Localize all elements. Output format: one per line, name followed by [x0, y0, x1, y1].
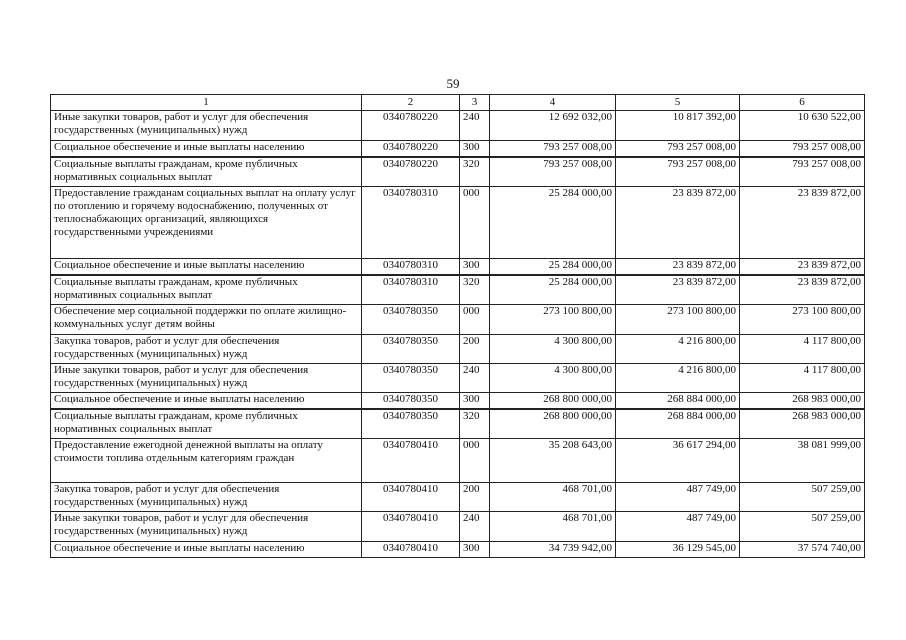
table-row — [51, 542, 865, 558]
row-name: Предоставление гражданам социальных выплат на оплату услуг по отоплению и горячему водоснабжению, полученных от теплоснабжающих организаций, являющихся государственными учреждениями — [51, 187, 362, 259]
row-name: Закупка товаров, работ и услуг для обеспечения государственных (муниципальных) нужд — [51, 483, 362, 512]
column-header: 1 — [51, 95, 362, 111]
amount-year-3: 268 983 000,00 — [740, 409, 865, 439]
amount-year-2: 4 216 800,00 — [616, 364, 740, 393]
target-article-code: 0340780350 — [362, 335, 460, 364]
column-header: 2 — [362, 95, 460, 111]
amount-year-3: 37 574 740,00 — [740, 542, 865, 558]
amount-year-2: 23 839 872,00 — [616, 259, 740, 275]
amount-year-1: 4 300 800,00 — [490, 364, 616, 393]
amount-year-3: 23 839 872,00 — [740, 275, 865, 305]
expense-type-code: 200 — [460, 335, 490, 364]
amount-year-1: 34 739 942,00 — [490, 542, 616, 558]
amount-year-1: 4 300 800,00 — [490, 335, 616, 364]
amount-year-2: 23 839 872,00 — [616, 275, 740, 305]
table-row — [51, 157, 865, 187]
amount-year-3: 268 983 000,00 — [740, 393, 865, 409]
table-row — [51, 187, 865, 259]
table-row — [51, 305, 865, 335]
expense-type-code: 240 — [460, 512, 490, 542]
amount-year-2: 23 839 872,00 — [616, 187, 740, 259]
amount-year-2: 273 100 800,00 — [616, 305, 740, 335]
amount-year-2: 36 129 545,00 — [616, 542, 740, 558]
row-name: Иные закупки товаров, работ и услуг для обеспечения государственных (муниципальных) нужд — [51, 364, 362, 393]
target-article-code: 0340780410 — [362, 483, 460, 512]
table-row — [51, 111, 865, 141]
expense-type-code: 000 — [460, 439, 490, 483]
column-header: 4 — [490, 95, 616, 111]
table-row — [51, 275, 865, 305]
table-row — [51, 141, 865, 157]
amount-year-1: 793 257 008,00 — [490, 157, 616, 187]
target-article-code: 0340780310 — [362, 187, 460, 259]
target-article-code: 0340780350 — [362, 305, 460, 335]
table-row — [51, 409, 865, 439]
target-article-code: 0340780220 — [362, 111, 460, 141]
amount-year-1: 268 800 000,00 — [490, 409, 616, 439]
table-row — [51, 512, 865, 542]
amount-year-1: 468 701,00 — [490, 512, 616, 542]
row-name: Социальное обеспечение и иные выплаты населению — [51, 542, 362, 558]
amount-year-3: 273 100 800,00 — [740, 305, 865, 335]
budget-table — [50, 94, 865, 558]
expense-type-code: 320 — [460, 157, 490, 187]
amount-year-2: 268 884 000,00 — [616, 393, 740, 409]
table-row — [51, 439, 865, 483]
amount-year-2: 36 617 294,00 — [616, 439, 740, 483]
row-name: Закупка товаров, работ и услуг для обеспечения государственных (муниципальных) нужд — [51, 335, 362, 364]
target-article-code: 0340780350 — [362, 364, 460, 393]
amount-year-1: 12 692 032,00 — [490, 111, 616, 141]
row-name: Социальные выплаты гражданам, кроме публичных нормативных социальных выплат — [51, 275, 362, 305]
table-header-row — [51, 95, 865, 111]
target-article-code: 0340780220 — [362, 141, 460, 157]
amount-year-2: 10 817 392,00 — [616, 111, 740, 141]
amount-year-3: 10 630 522,00 — [740, 111, 865, 141]
row-name: Иные закупки товаров, работ и услуг для обеспечения государственных (муниципальных) нужд — [51, 512, 362, 542]
target-article-code: 0340780350 — [362, 409, 460, 439]
target-article-code: 0340780310 — [362, 275, 460, 305]
amount-year-2: 268 884 000,00 — [616, 409, 740, 439]
expense-type-code: 240 — [460, 364, 490, 393]
table-row — [51, 335, 865, 364]
table-row — [51, 483, 865, 512]
amount-year-1: 25 284 000,00 — [490, 259, 616, 275]
amount-year-3: 23 839 872,00 — [740, 187, 865, 259]
expense-type-code: 300 — [460, 393, 490, 409]
row-name: Социальные выплаты гражданам, кроме публичных нормативных социальных выплат — [51, 157, 362, 187]
amount-year-2: 4 216 800,00 — [616, 335, 740, 364]
amount-year-3: 4 117 800,00 — [740, 364, 865, 393]
column-header: 3 — [460, 95, 490, 111]
row-name: Обеспечение мер социальной поддержки по оплате жилищно-коммунальных услуг детям войны — [51, 305, 362, 335]
target-article-code: 0340780410 — [362, 439, 460, 483]
amount-year-3: 507 259,00 — [740, 512, 865, 542]
expense-type-code: 000 — [460, 187, 490, 259]
amount-year-3: 23 839 872,00 — [740, 259, 865, 275]
row-name: Предоставление ежегодной денежной выплаты на оплату стоимости топлива отдельным категориям граждан — [51, 439, 362, 483]
target-article-code: 0340780310 — [362, 259, 460, 275]
target-article-code: 0340780410 — [362, 542, 460, 558]
row-name: Социальное обеспечение и иные выплаты населению — [51, 393, 362, 409]
expense-type-code: 200 — [460, 483, 490, 512]
row-name: Социальное обеспечение и иные выплаты населению — [51, 259, 362, 275]
column-header: 5 — [616, 95, 740, 111]
amount-year-2: 793 257 008,00 — [616, 141, 740, 157]
expense-type-code: 300 — [460, 259, 490, 275]
expense-type-code: 320 — [460, 275, 490, 305]
column-header: 6 — [740, 95, 865, 111]
amount-year-3: 507 259,00 — [740, 483, 865, 512]
row-name: Социальные выплаты гражданам, кроме публичных нормативных социальных выплат — [51, 409, 362, 439]
amount-year-1: 468 701,00 — [490, 483, 616, 512]
expense-type-code: 300 — [460, 542, 490, 558]
amount-year-1: 25 284 000,00 — [490, 187, 616, 259]
table-row — [51, 259, 865, 275]
amount-year-1: 793 257 008,00 — [490, 141, 616, 157]
amount-year-1: 268 800 000,00 — [490, 393, 616, 409]
row-name: Иные закупки товаров, работ и услуг для обеспечения государственных (муниципальных) нужд — [51, 111, 362, 141]
amount-year-2: 487 749,00 — [616, 483, 740, 512]
expense-type-code: 300 — [460, 141, 490, 157]
table-row — [51, 364, 865, 393]
page-number: 59 — [446, 76, 460, 91]
target-article-code: 0340780350 — [362, 393, 460, 409]
amount-year-3: 4 117 800,00 — [740, 335, 865, 364]
amount-year-2: 487 749,00 — [616, 512, 740, 542]
amount-year-1: 273 100 800,00 — [490, 305, 616, 335]
amount-year-3: 793 257 008,00 — [740, 157, 865, 187]
expense-type-code: 240 — [460, 111, 490, 141]
row-name: Социальное обеспечение и иные выплаты населению — [51, 141, 362, 157]
amount-year-3: 38 081 999,00 — [740, 439, 865, 483]
amount-year-2: 793 257 008,00 — [616, 157, 740, 187]
target-article-code: 0340780220 — [362, 157, 460, 187]
target-article-code: 0340780410 — [362, 512, 460, 542]
table-row — [51, 393, 865, 409]
amount-year-3: 793 257 008,00 — [740, 141, 865, 157]
amount-year-1: 35 208 643,00 — [490, 439, 616, 483]
amount-year-1: 25 284 000,00 — [490, 275, 616, 305]
expense-type-code: 000 — [460, 305, 490, 335]
expense-type-code: 320 — [460, 409, 490, 439]
